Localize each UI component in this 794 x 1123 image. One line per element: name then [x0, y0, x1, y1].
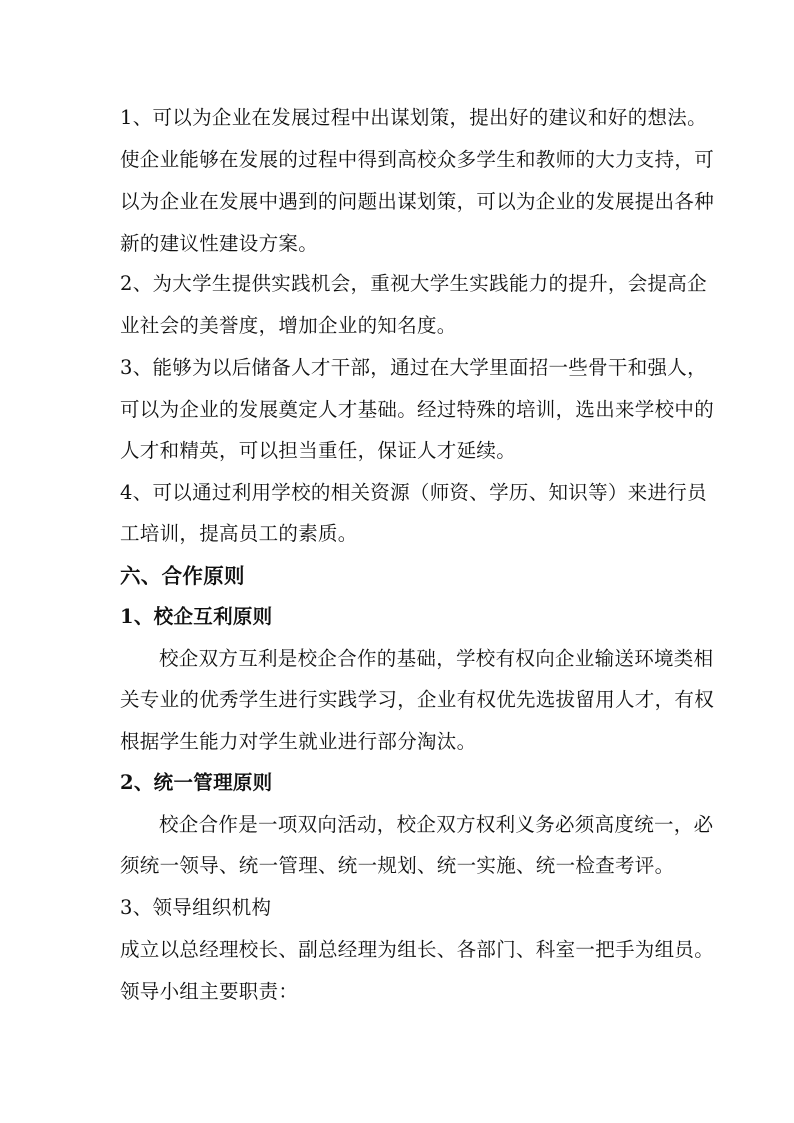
body-line: 须统一领导、统一管理、统一规划、统一实施、统一检查考评。	[120, 854, 675, 877]
body-line: 工培训，提高员工的素质。	[120, 522, 358, 545]
section-heading: 六、合作原则	[120, 564, 245, 588]
body-line: 4、可以通过利用学校的相关资源（师资、学历、知识等）来进行员	[120, 481, 707, 504]
body-line: 可以为企业的发展奠定人才基础。经过特殊的培训，选出来学校中的	[120, 398, 715, 421]
body-line: 以为企业在发展中遇到的问题出谋划策，可以为企业的发展提出各种	[120, 190, 715, 213]
body-line: 校企双方互利是校企合作的基础，学校有权向企业输送环境类相	[159, 647, 714, 670]
body-line: 领导小组主要职责：	[120, 980, 299, 1003]
body-line: 成立以总经理校长、副总经理为组长、各部门、科室一把手为组员。	[120, 938, 715, 961]
body-line: 校企合作是一项双向活动，校企双方权利义务必须高度统一，必	[159, 813, 714, 836]
body-line: 3、领导组织机构	[120, 896, 272, 919]
body-line: 使企业能够在发展的过程中得到高校众多学生和教师的大力支持，可	[120, 148, 715, 171]
body-line: 新的建议性建设方案。	[120, 232, 319, 255]
body-line: 3、能够为以后储备人才干部，通过在大学里面招一些骨干和强人，	[120, 356, 707, 379]
body-line: 1、可以为企业在发展过程中出谋划策，提出好的建议和好的想法。	[120, 106, 707, 129]
body-line: 关专业的优秀学生进行实践学习，企业有权优先选拔留用人才，有权	[120, 688, 715, 711]
body-line: 2、为大学生提供实践机会，重视大学生实践能力的提升，会提高企	[120, 272, 707, 295]
body-line: 人才和精英，可以担当重任，保证人才延续。	[120, 439, 517, 462]
subsection-heading: 2、统一管理原则	[120, 771, 273, 794]
body-line: 根据学生能力对学生就业进行部分淘汰。	[120, 730, 477, 753]
subsection-heading: 1、校企互利原则	[120, 605, 273, 628]
body-line: 业社会的美誉度，增加企业的知名度。	[120, 314, 457, 337]
